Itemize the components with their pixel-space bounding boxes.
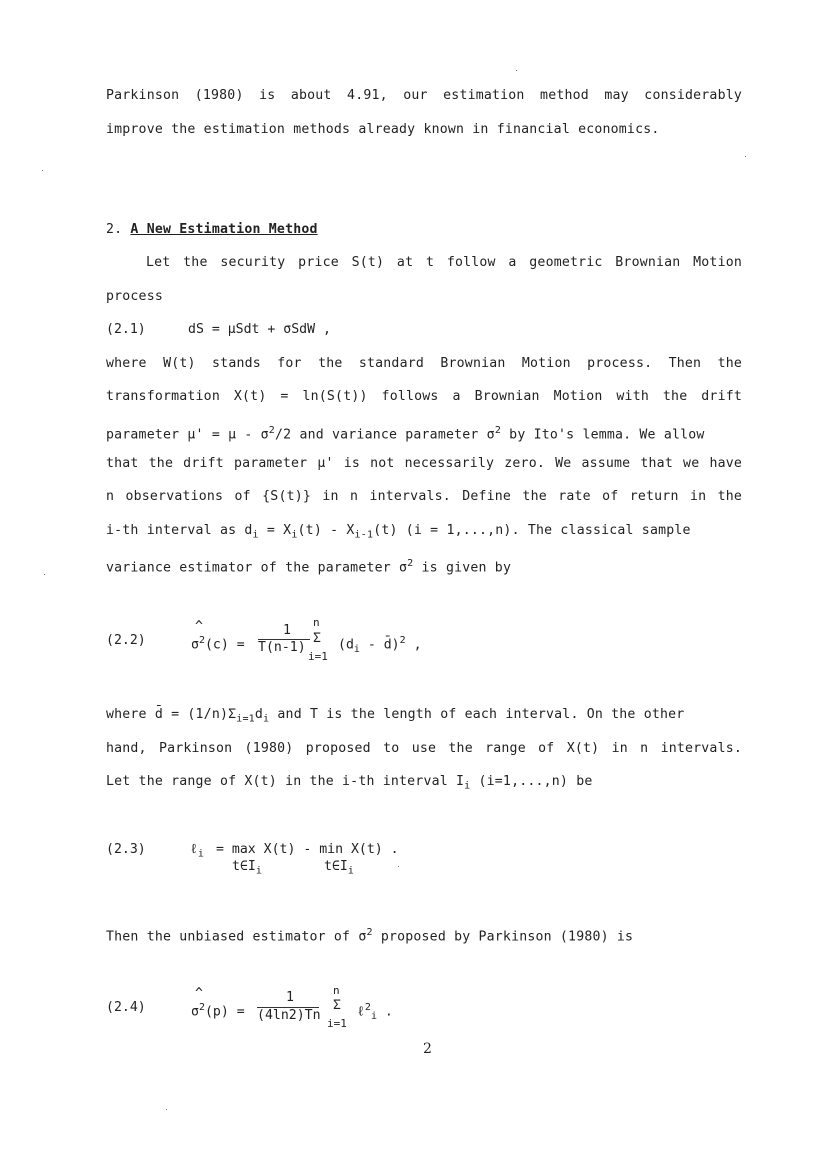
hat-mark: ^ (195, 986, 203, 1001)
paragraph-3-line-7: variance estimator of the parameter $\sigma^2$ is given by (106, 558, 512, 576)
scan-speck (398, 866, 399, 867)
fraction-denominator: T(n-1) (258, 640, 306, 655)
section-number: 2. (106, 222, 123, 237)
sum-upper-limit: n (333, 984, 340, 997)
scan-speck (44, 574, 45, 575)
scan-speck (166, 1109, 167, 1110)
scan-speck (516, 70, 517, 71)
section-title: A New Estimation Method (130, 222, 318, 237)
equation-2-2-tag: (2.2) (106, 633, 146, 648)
paragraph-3-line-6: i-th interval as $d_i = X_i(t) - X_{i-1}(t) (i = 1,...,n)$. The classical sample (106, 523, 691, 541)
paragraph-3-line-1: where W(t) stands for the standard Brownian Motion process. Then the (106, 356, 742, 371)
sum-symbol: Σ (333, 998, 341, 1013)
scan-speck (42, 170, 43, 171)
equation-2-1: dS = μSdt + σSdW , (188, 322, 331, 337)
fraction-numerator: 1 (283, 623, 291, 638)
fraction-numerator: 1 (286, 990, 294, 1005)
sum-symbol: Σ (313, 631, 321, 646)
paragraph-4-line-3: Let the range of X(t) in the i-th interval $I_i$ (i=1,...,n) be (106, 774, 593, 792)
paragraph-4-line-1: where d̄ = $(1/n)\Sigma_{i=1}d_i$ and T is the length of each interval. On the other (106, 707, 685, 725)
paragraph-1-line-1: Parkinson (1980) is about 4.91, our estimation method may considerably (106, 88, 742, 103)
page-number: 2 (423, 1041, 432, 1057)
equation-2-4-tag: (2.4) (106, 1000, 146, 1015)
paragraph-3-line-5: n observations of {S(t)} in n intervals. Define the rate of return in the (106, 489, 742, 504)
paragraph-4-line-2: hand, Parkinson (1980) proposed to use the range of X(t) in n intervals. (106, 741, 742, 756)
equation-2-1-tag: (2.1) (106, 322, 146, 337)
section-heading (106, 222, 742, 238)
sum-lower-limit: i=1 (308, 650, 328, 663)
paragraph-3-line-4: that the drift parameter μ' is not necessarily zero. We assume that we have (106, 456, 742, 471)
paragraph-5-line-1: Then the unbiased estimator of $\sigma^2$ proposed by Parkinson (1980) is (106, 927, 634, 945)
paragraph-2-line-1: Let the security price S(t) at t follow a geometric Brownian Motion (146, 255, 742, 270)
paragraph-1-line-2: improve the estimation methods already known in financial economics. (106, 122, 660, 137)
hat-mark: ^ (195, 619, 203, 634)
scan-speck (745, 156, 746, 157)
sum-lower-limit: i=1 (327, 1017, 347, 1030)
paragraph-3-line-3: parameter $\mu' = \mu - \sigma^2/2$ and variance parameter $\sigma^2$ by Ito's lemma. We allow (106, 425, 705, 443)
paragraph-3-line-2: transformation X(t) = ln(S(t)) follows a Brownian Motion with the drift (106, 389, 742, 404)
document-page: Parkinson (1980) is about 4.91, our estimation method may considerably improve the estimation methods already known in financial economics. 2. A New Estimation Method Let the security price S(t) at t follow a geometric Brownian Motion process (2.1) dS = μSdt + σSdW , where W(t) stands for the standard Brownian Motion process. Then the transformation X(t) = ln(S(t)) follows a Brownian Motion with the drift parameter $\mu' = \mu - \sigma^2/2$ and variance parameter $\sigma^2$ by Ito's lemma. We allow that the drift parameter μ' is not necessarily zero. We assume that we have n observations of {S(t)} in n intervals. Define the rate of return in the i-th interval as $d_i = X_i(t) - X_{i-1}(t) (i = 1,...,n)$. The classical sample variance estimator of the parameter $\sigma^2$ is given by (2.2) ^ $\sigma^2(c)$ = 1 T(n-1) n Σ i=1 ($d_i$ - d̄)$^2$ , where d̄ = $(1/n)\Sigma_{i=1}d_i$ and T is the length of each interval. On the other hand, Parkinson (1980) proposed to use the range of X(t) in n intervals. Let the range of X(t) in the i-th interval $I_i$ (i=1,...,n) be (2.3) ℓ$_i$ = max X(t) - min X(t) . $t\in I_i$ $t\in I_i$ Then the unbiased estimator of $\sigma^2$ proposed by Parkinson (1980) is (2.4) ^ $\sigma^2(p)$ = 1 (4ln2)Tn n Σ i=1 ℓ$^2_i$ . 2 (0, 0, 827, 1170)
sum-upper-limit: n (313, 616, 320, 629)
fraction-denominator: (4ln2)Tn (257, 1008, 321, 1023)
paragraph-2-line-2: process (106, 289, 163, 304)
equation-2-3-tag: (2.3) (106, 842, 146, 857)
